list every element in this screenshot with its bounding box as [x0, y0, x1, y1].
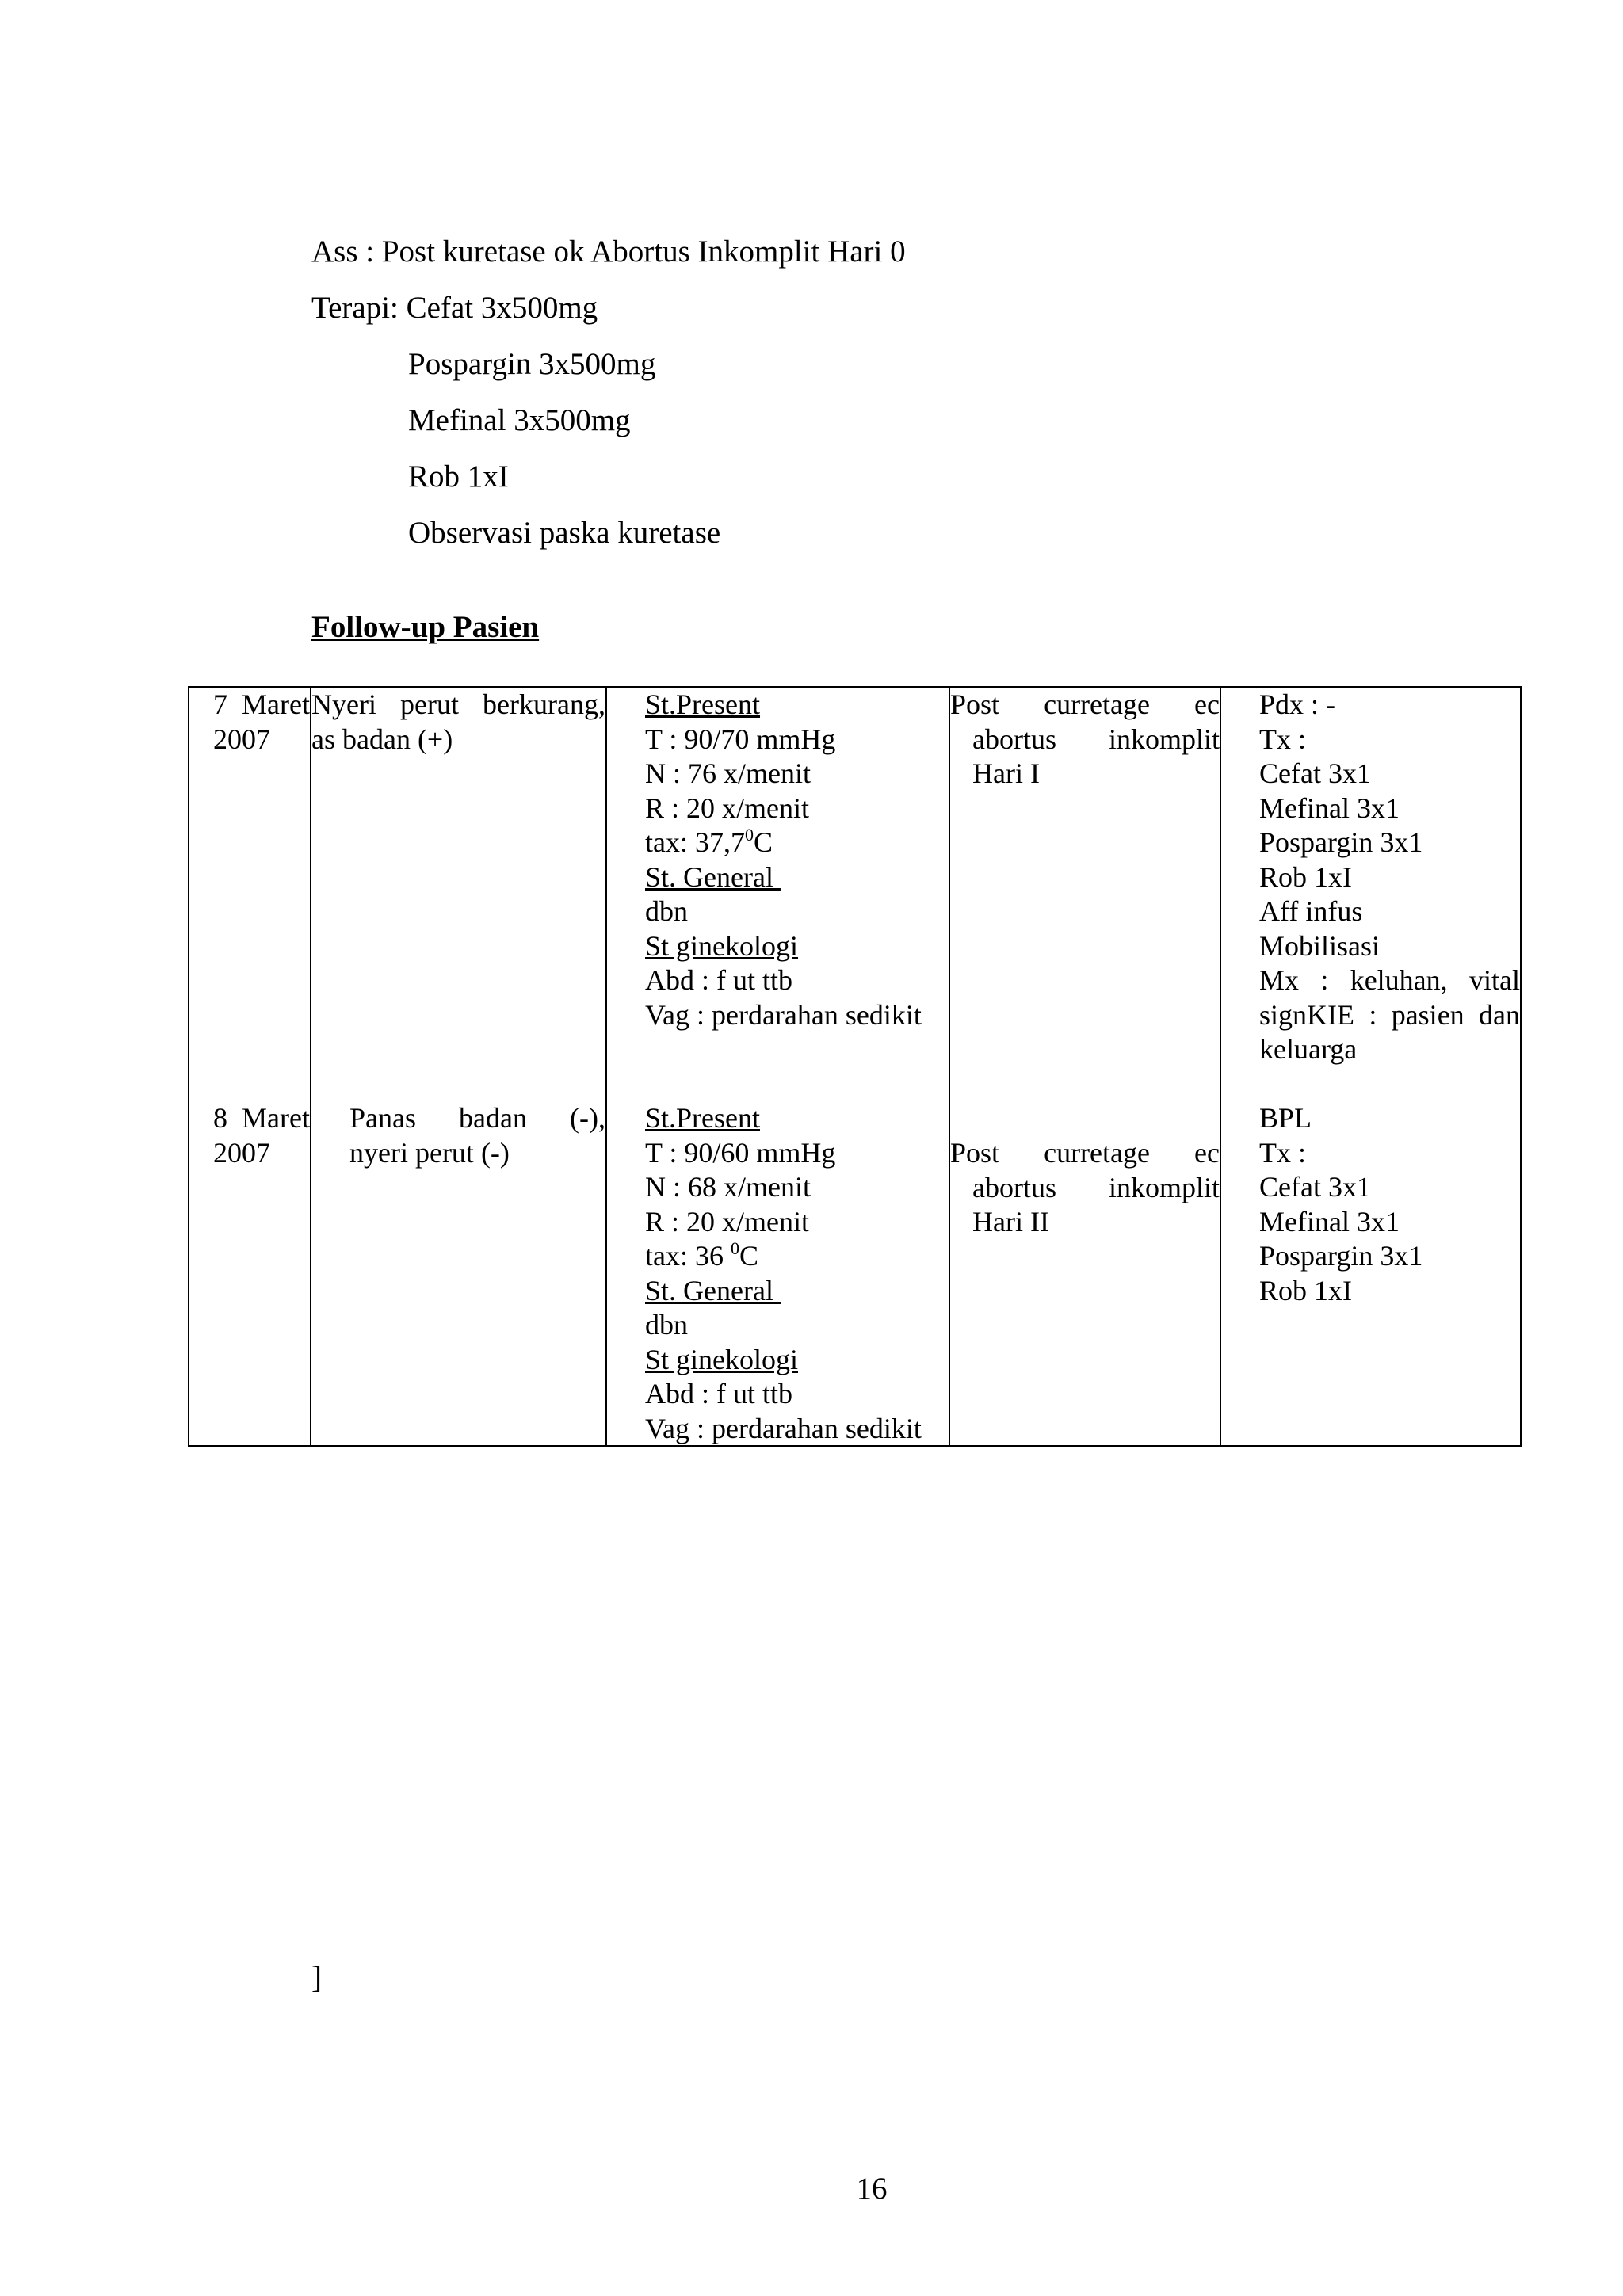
st-general-label: St. General: [645, 1274, 781, 1306]
objective-cell: [606, 687, 949, 1446]
date-day2: [189, 1101, 310, 1170]
plan-text: signKIE : pasien dan: [1259, 998, 1520, 1031]
tax-value: tax: 37,7: [645, 826, 745, 858]
vital-text: R : 20 x/menit: [645, 1205, 809, 1238]
assessment-cell: [949, 687, 1220, 1446]
vital-text: N : 76 x/menit: [645, 757, 811, 789]
tax-text: [645, 1239, 949, 1274]
date-text: 2007: [213, 1136, 270, 1169]
date-text: 2007: [213, 723, 270, 755]
plan-text: Rob 1xI: [1259, 1274, 1352, 1306]
followup-heading: Follow-up Pasien: [311, 610, 540, 644]
vital-text: T : 90/60 mmHg: [645, 1136, 836, 1169]
gyn-text: Vag : perdarahan sedikit: [645, 1412, 922, 1444]
tax-unit: C: [739, 1240, 758, 1272]
therapy-item: Mefinal 3x500mg: [408, 403, 631, 437]
plan-text: Pospargin 3x1: [1259, 826, 1423, 858]
tax-text: [645, 826, 949, 860]
page-number: 16: [856, 2172, 888, 2206]
vital-text: T : 90/70 mmHg: [645, 723, 836, 755]
objective-day1: [607, 688, 949, 1032]
plan-day2: [1221, 1101, 1520, 1308]
tax-value: tax: 36: [645, 1240, 731, 1272]
st-present-label: St.Present: [645, 688, 761, 720]
subjective-cell: [311, 687, 606, 1446]
plan-text: Mobilisasi: [1259, 929, 1381, 962]
date-cell: [189, 687, 311, 1446]
stray-bracket: ]: [311, 1961, 322, 1995]
plan-text: Rob 1xI: [1259, 860, 1352, 893]
tax-unit: C: [753, 826, 773, 858]
st-general-label: St. General: [645, 860, 781, 893]
vital-text: N : 68 x/menit: [645, 1171, 811, 1203]
date-day1: [189, 688, 310, 757]
st-present-label: St.Present: [645, 1102, 761, 1134]
subjective-text: Nyeri perut berkurang,: [311, 688, 605, 720]
gyn-text: Vag : perdarahan sedikit: [645, 998, 922, 1031]
subjective-text: nyeri perut (-): [349, 1136, 510, 1169]
plan-text: keluarga: [1259, 1033, 1358, 1065]
plan-text: Tx :: [1259, 1136, 1306, 1169]
plan-text: BPL: [1259, 1102, 1312, 1134]
assessment-text: Post curretage ec: [950, 688, 1220, 720]
assessment-text: abortus inkomplit: [972, 1171, 1220, 1203]
plan-text: Mefinal 3x1: [1259, 791, 1400, 824]
assessment-day1: [950, 688, 1220, 791]
therapy-item: Rob 1xI: [408, 460, 509, 494]
date-text: 8 Maret: [213, 1102, 310, 1134]
plan-cell: [1220, 687, 1521, 1446]
plan-text: Aff infus: [1259, 895, 1363, 927]
followup-table: [188, 686, 1522, 1447]
assessment-text: Post curretage ec: [950, 1137, 1220, 1169]
therapy-item: Pospargin 3x500mg: [408, 347, 656, 381]
vital-text: R : 20 x/menit: [645, 791, 809, 824]
general-value: dbn: [645, 1309, 688, 1341]
plan-text: Pospargin 3x1: [1259, 1240, 1423, 1272]
assessment-text: abortus inkomplit: [972, 723, 1220, 755]
st-ginekologi-label: St ginekologi: [645, 929, 799, 962]
subjective-day1: [311, 688, 605, 757]
degree-sup: 0: [744, 825, 754, 845]
date-text: 7 Maret: [213, 688, 310, 720]
plan-text: Mx : keluhan, vital: [1259, 964, 1520, 996]
plan-text: Tx :: [1259, 723, 1306, 755]
table-row: [189, 687, 1521, 1446]
subjective-text: Panas badan (-),: [349, 1102, 605, 1134]
plan-text: Mefinal 3x1: [1259, 1205, 1400, 1238]
general-value: dbn: [645, 895, 688, 927]
plan-day1: [1221, 688, 1520, 1067]
gyn-text: Abd : f ut ttb: [645, 964, 792, 996]
assessment-text: Hari I: [972, 757, 1040, 789]
plan-text: Cefat 3x1: [1259, 757, 1371, 789]
objective-day2: [607, 1101, 949, 1445]
plan-text: Cefat 3x1: [1259, 1171, 1371, 1203]
assessment-day2: [950, 1136, 1220, 1240]
therapy-item: Observasi paska kuretase: [408, 516, 721, 550]
assessment-line: Ass : Post kuretase ok Abortus Inkomplit Hari 0: [311, 235, 906, 269]
gyn-text: Abd : f ut ttb: [645, 1378, 792, 1409]
assessment-text: Hari II: [972, 1206, 1049, 1238]
subjective-text: as badan (+): [311, 723, 453, 755]
st-ginekologi-label: St ginekologi: [645, 1343, 799, 1375]
degree-sup: 0: [730, 1238, 739, 1258]
subjective-day2: [311, 1101, 605, 1170]
therapy-line: Terapi: Cefat 3x500mg: [311, 291, 598, 325]
plan-text: Pdx : -: [1259, 688, 1336, 720]
